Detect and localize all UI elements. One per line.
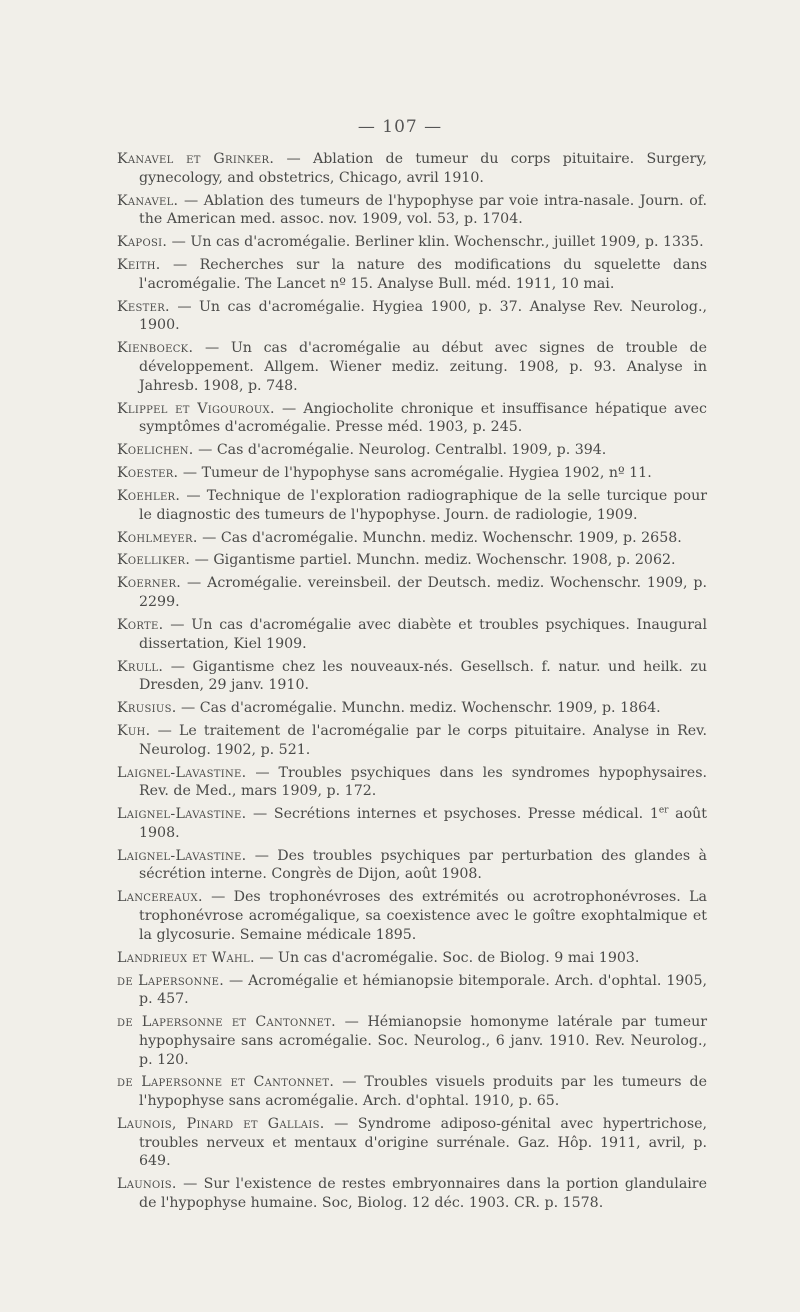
reference-entry xyxy=(117,233,707,252)
reference-entry xyxy=(117,616,707,653)
reference-text: — Hémianopsie homonyme latérale par tumeur hypophysaire sans acromégalie. Soc. Neurolog., 6 janv. 1910. Rev. Neurolog., p. 120. xyxy=(139,1014,708,1068)
reference-author: Kienboeck. xyxy=(117,340,194,357)
reference-author: de Lapersonne. xyxy=(117,972,225,989)
reference-text: août 1908. xyxy=(139,806,707,841)
reference-text: — Troubles psychiques dans les syndromes hypophysaires. Rev. de Med., mars 1909, p. 172. xyxy=(139,764,707,800)
reference-entry xyxy=(117,805,707,842)
reference-text: — Le traitement de l'acromégalie par le corps pituitaire. Analyse in Rev. Neurolog. 1902, p. 521. xyxy=(139,722,707,758)
reference-author: Koelichen. xyxy=(117,442,194,459)
reference-author: Laignel-Lavastine. xyxy=(117,806,247,823)
reference-entry xyxy=(117,400,707,437)
reference-text: — Ablation de tumeur du corps pituitaire. Surgery, gynecology, and obstetrics, Chicago, avril 1910. xyxy=(139,151,707,186)
reference-list xyxy=(117,150,707,1217)
reference-entry xyxy=(117,699,707,718)
reference-text: — Gigantisme partiel. Munchn. mediz. Wochenschr. 1908, p. 2062. xyxy=(190,552,676,569)
reference-text: — Cas d'acromégalie. Neurolog. Centralbl. 1909, p. 394. xyxy=(193,442,607,459)
reference-text: — Cas d'acromégalie. Munchn. mediz. Wochenschr. 1909, p. 2658. xyxy=(197,529,682,546)
reference-author: Koester. xyxy=(117,465,179,482)
reference-entry xyxy=(117,339,707,395)
reference-text: — Acromégalie et hémianopsie bitemporale. Arch. d'ophtal. 1905, p. 457. xyxy=(139,972,707,1008)
reference-entry xyxy=(117,1013,707,1069)
reference-entry xyxy=(117,764,707,801)
reference-entry xyxy=(117,722,707,759)
reference-entry xyxy=(117,298,707,335)
reference-entry xyxy=(117,441,707,460)
page-number: — 107 — xyxy=(357,117,443,137)
reference-text: — Secrétions internes et psychoses. Presse médical. 1 xyxy=(246,806,659,823)
reference-author: Kester. xyxy=(117,298,170,315)
reference-entry xyxy=(117,1115,707,1171)
reference-author: Koehler. xyxy=(117,487,181,504)
reference-author: Korte. xyxy=(117,616,164,633)
reference-author: Krusius. xyxy=(117,700,177,717)
reference-text: — Un cas d'acromégalie. Hygiea 1900, p. 37. Analyse Rev. Neurolog., 1900. xyxy=(139,298,707,334)
reference-author: Kohlmeyer. xyxy=(117,529,198,546)
reference-text: — Des troubles psychiques par perturbation des glandes à sécrétion interne. Congrès de Dijon, août 1908. xyxy=(139,847,707,883)
reference-entry xyxy=(117,1073,707,1110)
reference-author: Laignel-Lavastine. xyxy=(117,847,247,864)
reference-entry xyxy=(117,847,707,884)
reference-text: — Un cas d'acromégalie. Berliner klin. Wochenschr., juillet 1909, p. 1335. xyxy=(167,234,704,251)
reference-entry xyxy=(117,487,707,524)
reference-entry xyxy=(117,256,707,293)
reference-author: de Lapersonne et Cantonnet. xyxy=(117,1014,336,1031)
reference-entry xyxy=(117,464,707,483)
reference-author: Launois, Pinard et Gallais. xyxy=(117,1116,325,1133)
reference-author: Laignel-Lavastine. xyxy=(117,764,247,781)
reference-entry xyxy=(117,1175,707,1212)
reference-author: de Lapersonne et Cantonnet. xyxy=(117,1074,335,1091)
reference-text: — Cas d'acromégalie. Munchn. mediz. Wochenschr. 1909, p. 1864. xyxy=(176,700,661,717)
reference-author: Kuh. xyxy=(117,722,151,739)
reference-entry xyxy=(117,949,707,968)
reference-text: — Acromégalie. vereinsbeil. der Deutsch. mediz. Wochenschr. 1909, p. 2299. xyxy=(139,575,707,611)
reference-author: Landrieux et Wahl. xyxy=(117,949,255,966)
reference-author: Launois. xyxy=(117,1176,177,1193)
reference-text: — Gigantisme chez les nouveaux-nés. Gesellsch. f. natur. und heilk. zu Dresden, 29 janv. 1910. xyxy=(139,658,707,694)
reference-text: — Technique de l'exploration radiographique de la selle turcique pour le diagnostic des tumeurs de l'hypophyse. Journ. de radiologie, 1909. xyxy=(139,487,707,523)
reference-author: Keith. xyxy=(117,257,161,274)
reference-text: — Troubles visuels produits par les tumeurs de l'hypophyse sans acromégalie. Arch. d'ophtal. 1910, p. 65. xyxy=(139,1074,707,1110)
reference-text: — Tumeur de l'hypophyse sans acromégalie. Hygiea 1902, nº 11. xyxy=(178,465,652,482)
reference-entry xyxy=(117,551,707,570)
reference-author: Koerner. xyxy=(117,575,182,592)
reference-entry xyxy=(117,574,707,611)
reference-entry xyxy=(117,529,707,548)
reference-text: — Syndrome adiposo-génital avec hypertrichose, troubles nerveux et mentaux d'origine surrénale. Gaz. Hôp. 1911, avril, p. 649. xyxy=(139,1116,708,1170)
reference-entry xyxy=(117,888,707,944)
reference-text: — Angiocholite chronique et insuffisance hépatique avec symptômes d'acromégalie. Presse méd. 1903, p. 245. xyxy=(139,400,707,436)
reference-author: Kaposi. xyxy=(117,234,168,251)
reference-text: — Des trophonévroses des extrémités ou acrotrophonévroses. La trophonévrose acromégalique, sa coexistence avec le goître exophtalmique et la glycosurie. Semaine médicale 1895. xyxy=(139,889,707,943)
reference-author: Kanavel. xyxy=(117,192,179,209)
reference-entry xyxy=(117,192,707,229)
reference-text: — Sur l'existence de restes embryonnaires dans la portion glandulaire de l'hypophyse humaine. Soc, Biolog. 12 déc. 1903. CR. p. 1578. xyxy=(139,1176,707,1212)
reference-author: Koelliker. xyxy=(117,552,191,569)
reference-author: Klippel et Vigouroux. xyxy=(117,400,275,417)
reference-entry xyxy=(117,972,707,1009)
reference-author: Lancereaux. xyxy=(117,889,203,906)
reference-entry xyxy=(117,658,707,695)
reference-superscript: er xyxy=(658,805,669,816)
reference-text: — Ablation des tumeurs de l'hypophyse par voie intra-nasale. Journ. of. the American med. assoc. nov. 1909, vol. 53, p. 1704. xyxy=(139,192,707,228)
reference-text: — Un cas d'acromégalie avec diabète et troubles psychiques. Inaugural dissertation, Kiel 1909. xyxy=(139,616,707,652)
reference-text: — Un cas d'acromégalie au début avec signes de trouble de développement. Allgem. Wiener mediz. zeitung. 1908, p. 93. Analyse in Jahresb. 1908, p. 748. xyxy=(139,340,707,394)
reference-text: — Un cas d'acromégalie. Soc. de Biolog. 9 mai 1903. xyxy=(254,949,640,966)
reference-author: Kanavel et Grinker. xyxy=(117,151,275,167)
reference-entry xyxy=(117,150,707,187)
reference-text: — Recherches sur la nature des modifications du squelette dans l'acromégalie. The Lancet nº 15. Analyse Bull. méd. 1911, 10 mai. xyxy=(139,257,707,292)
reference-author: Krull. xyxy=(117,658,164,675)
